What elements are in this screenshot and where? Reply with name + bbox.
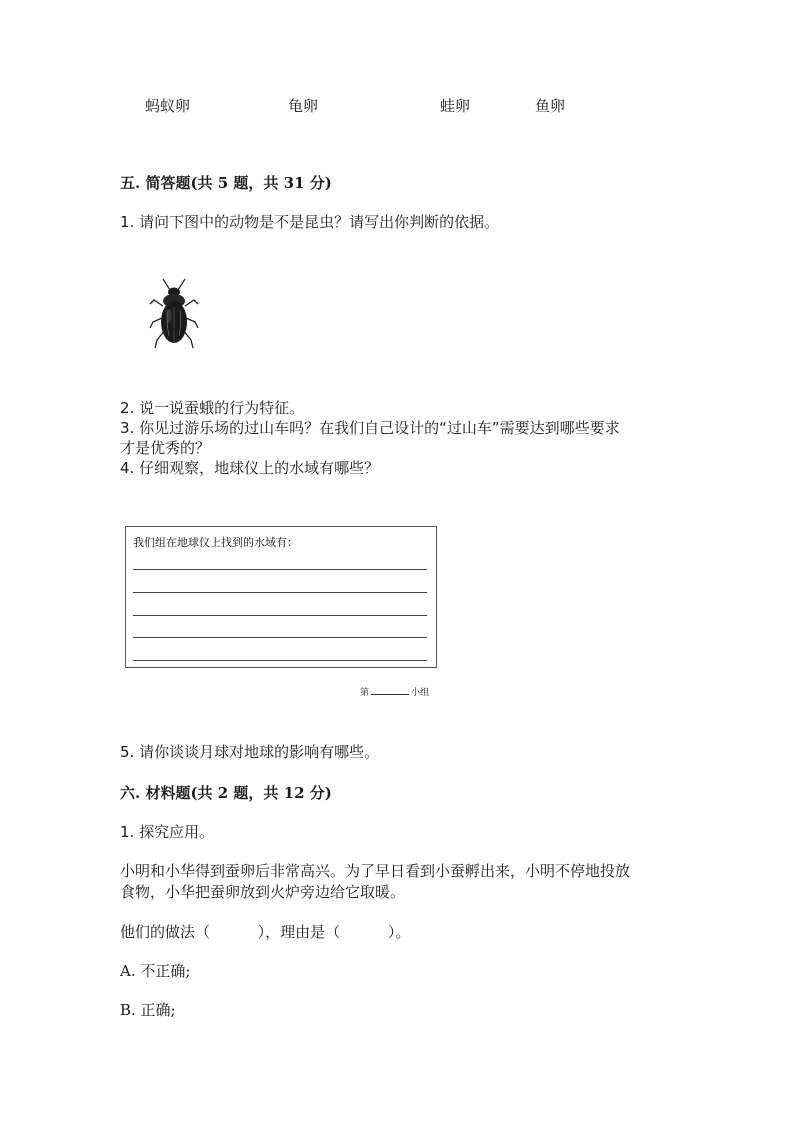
answer-line (133, 592, 427, 593)
section-6-heading: 六. 材料题(共 2 题，共 12 分) (120, 784, 332, 802)
group-blank (371, 686, 409, 695)
group-prefix: 第 (360, 688, 370, 698)
question-6-1: 1. 探究应用。 (120, 823, 215, 841)
answer-line (133, 637, 427, 638)
question-5-3-line2: 才是优秀的？ (120, 439, 211, 457)
question-5-4: 4. 仔细观察，地球仪上的水域有哪些？ (120, 459, 380, 477)
section-5-heading: 五. 简答题(共 5 题，共 31 分) (120, 174, 332, 192)
worksheet-box (125, 526, 437, 668)
answer-line (133, 615, 427, 616)
material-question: 他们的做法（ ），理由是（ ）。 (120, 923, 411, 941)
worksheet-title: 我们组在地球仪上找到的水域有： (133, 536, 298, 549)
option-a: A. 不正确; (120, 962, 191, 980)
group-number-label (360, 686, 429, 699)
group-suffix: 小组 (411, 688, 430, 698)
question-5-5: 5. 请你谈谈月球对地球的影响有哪些。 (120, 743, 380, 761)
beetle-illustration (148, 276, 200, 352)
option-b: B. 正确; (120, 1001, 176, 1019)
material-paragraph-line1: 小明和小华得到蚕卵后非常高兴。为了早日看到小蚕孵出来，小明不停地投放 (120, 862, 631, 880)
answer-line (133, 660, 427, 661)
answer-line (133, 569, 427, 570)
egg-label-ant: 蚂蚁卵 (145, 97, 191, 115)
question-5-2: 2. 说一说蚕蛾的行为特征。 (120, 399, 305, 417)
egg-label-frog: 蛙卵 (440, 97, 471, 115)
question-5-1: 1. 请问下图中的动物是不是昆虫？请写出你判断的依据。 (120, 213, 500, 231)
material-paragraph-line2: 食物，小华把蚕卵放到火炉旁边给它取暖。 (120, 883, 406, 901)
egg-label-turtle: 龟卵 (288, 97, 319, 115)
question-5-3-line1: 3. 你见过游乐场的过山车吗？在我们自己设计的“过山车”需要达到哪些要求 (120, 419, 620, 437)
egg-label-fish: 鱼卵 (535, 97, 566, 115)
